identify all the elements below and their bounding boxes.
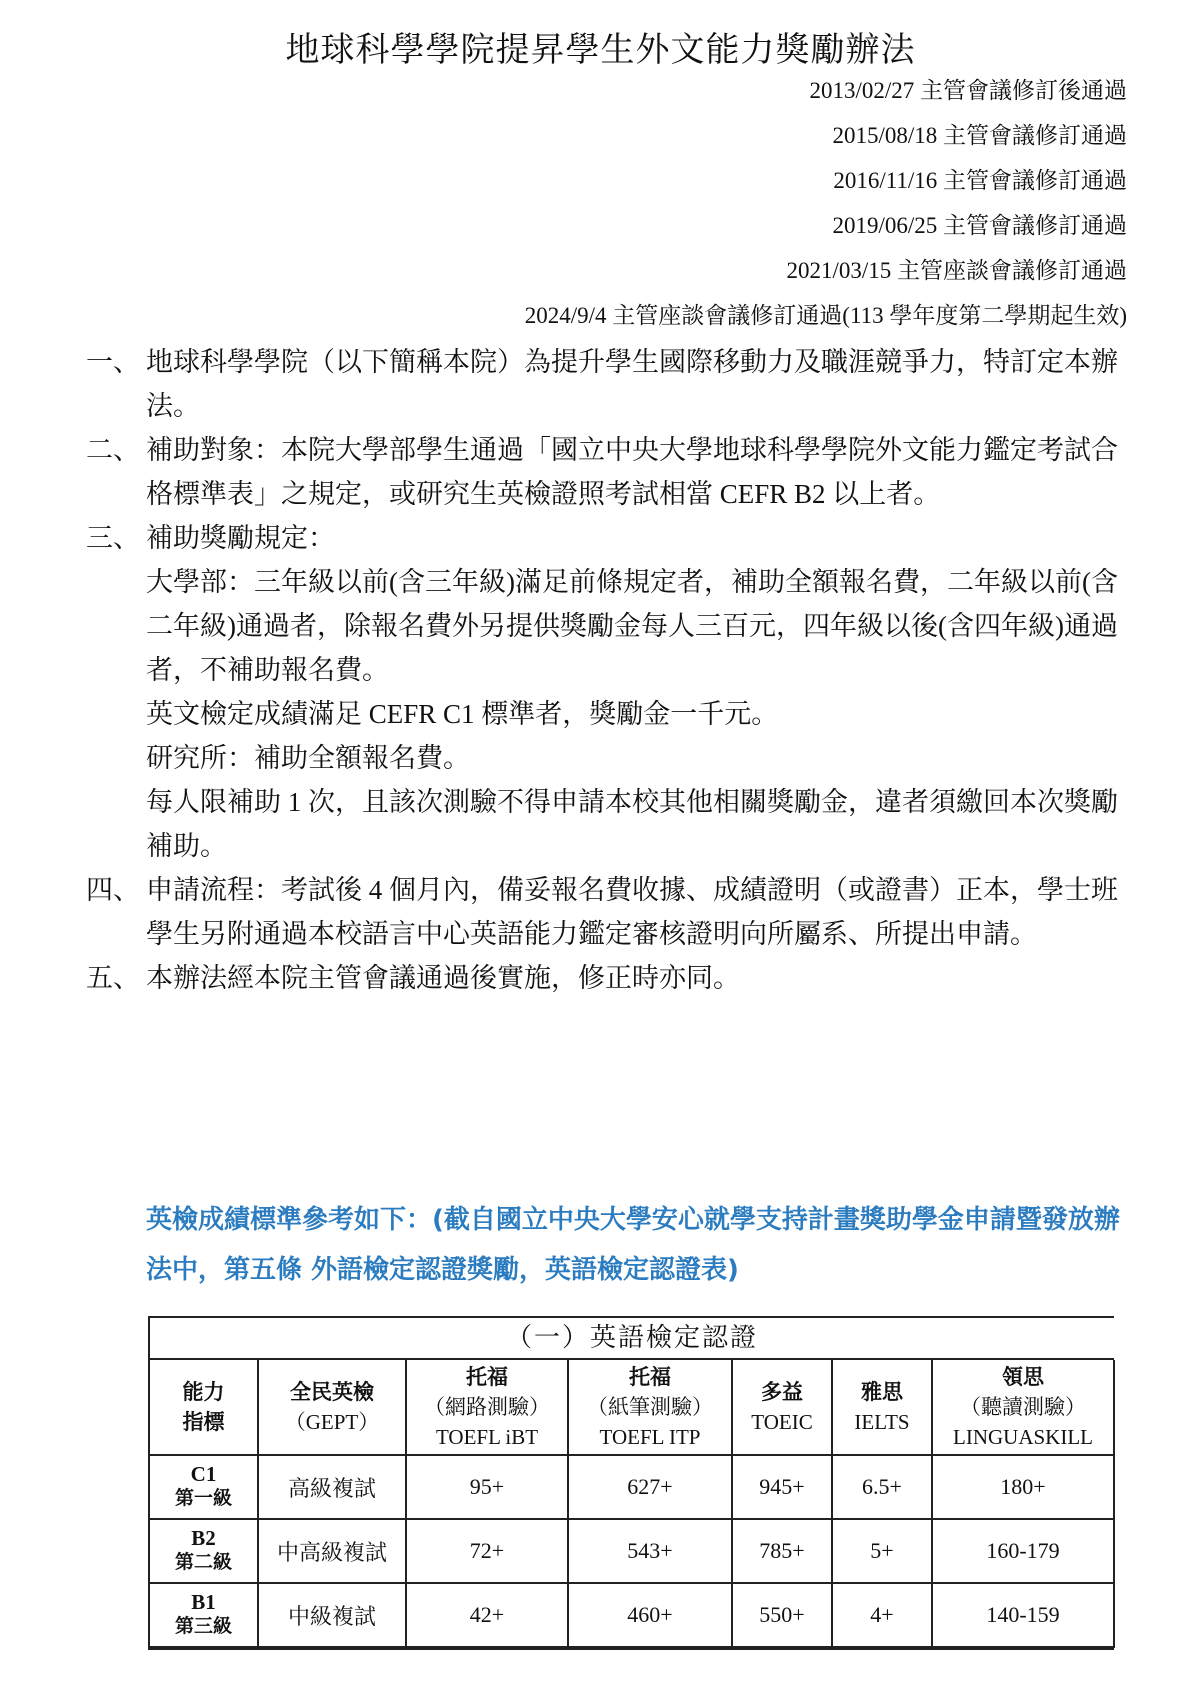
revision-line: 2019/06/25 主管會議修訂通過	[832, 213, 1127, 238]
level-cell: B2 第二級	[150, 1519, 258, 1583]
article-text: 地球科學學院（以下簡稱本院）為提升學生國際移動力及職涯競爭力，特訂定本辦法。	[146, 347, 1118, 421]
linguaskill-cell: 180+	[932, 1455, 1114, 1519]
article-number: 二、	[86, 435, 140, 465]
toefl-ibt-cell: 42+	[406, 1583, 568, 1647]
english-certification-table	[148, 1316, 1114, 1650]
toefl-itp-cell: 543+	[568, 1519, 732, 1583]
gept-cell: 中高級複試	[258, 1519, 406, 1583]
article-text: 本辦法經本院主管會議通過後實施，修正時亦同。	[146, 963, 740, 993]
article-3-graduate: 研究所：補助全額報名費。	[146, 743, 470, 773]
gept-cell: 中級複試	[258, 1583, 406, 1647]
article-2	[86, 428, 1126, 516]
article-5	[86, 956, 1126, 1000]
revision-line: 2016/11/16 主管會議修訂通過	[833, 168, 1127, 193]
article-text: 申請流程：考試後 4 個月內，備妥報名費收據、成績證明（或證書）正本，學士班學生另附通過本校語言中心英語能力鑑定審核證明向所屬系、所提出申請。	[146, 875, 1118, 949]
article-3-limit: 每人限補助 1 次，且該次測驗不得申請本校其他相關獎勵金，違者須繳回本次獎勵補助。	[146, 787, 1118, 861]
ielts-cell: 4+	[832, 1583, 932, 1647]
article-3-cefr-c1: 英文檢定成績滿足 CEFR C1 標準者，獎勵金一千元。	[146, 699, 779, 729]
reference-note: 英檢成績標準參考如下：(截自國立中央大學安心就學支持計畫獎助學金申請暨發放辦法中，第五條 外語檢定認證獎勵，英語檢定認證表)	[146, 1205, 1120, 1285]
article-number: 三、	[86, 523, 140, 553]
article-text: 補助獎勵規定：	[146, 523, 335, 553]
article-number: 一、	[86, 347, 140, 377]
toefl-ibt-cell: 95+	[406, 1455, 568, 1519]
table-row	[150, 1519, 1114, 1583]
ielts-cell: 5+	[832, 1519, 932, 1583]
ielts-cell: 6.5+	[832, 1455, 932, 1519]
article-text: 補助對象：本院大學部學生通過「國立中央大學地球科學學院外文能力鑑定考試合格標準表」之規定，或研究生英檢證照考試相當 CEFR B2 以上者。	[146, 435, 1118, 509]
article-3-undergrad: 大學部：三年級以前(含三年級)滿足前條規定者，補助全額報名費，二年級以前(含二年級)通過者，除報名費外另提供獎勵金每人三百元，四年級以後(含四年級)通過者，不補助報名費。	[146, 567, 1118, 685]
article-4	[86, 868, 1126, 956]
toeic-cell: 550+	[732, 1583, 832, 1647]
header-toefl-itp: 托福 （紙筆測驗） TOEFL ITP	[568, 1360, 732, 1455]
table-row	[150, 1455, 1114, 1519]
article-number: 四、	[86, 875, 140, 905]
toeic-cell: 945+	[732, 1455, 832, 1519]
article-1	[86, 340, 1126, 428]
header-ability-level: 能力 指標	[150, 1360, 258, 1455]
header-toefl-ibt: 托福 （網路測驗） TOEFL iBT	[406, 1360, 568, 1455]
table-caption: （一）英語檢定認證	[150, 1318, 1114, 1360]
linguaskill-cell: 140-159	[932, 1583, 1114, 1647]
gept-cell: 高級複試	[258, 1455, 406, 1519]
score-table	[150, 1360, 1115, 1648]
revision-line: 2024/9/4 主管座談會議修訂通過(113 學年度第二學期起生效)	[524, 303, 1127, 328]
header-toeic: 多益 TOEIC	[732, 1360, 832, 1455]
articles	[86, 340, 1126, 1000]
document-title: 地球科學學院提昇學生外文能力獎勵辦法	[285, 32, 916, 69]
level-cell: B1 第三級	[150, 1583, 258, 1647]
toefl-itp-cell: 460+	[568, 1583, 732, 1647]
linguaskill-cell: 160-179	[932, 1519, 1114, 1583]
article-number: 五、	[86, 963, 140, 993]
toefl-ibt-cell: 72+	[406, 1519, 568, 1583]
toeic-cell: 785+	[732, 1519, 832, 1583]
header-ielts: 雅思 IELTS	[832, 1360, 932, 1455]
table-header-row	[150, 1360, 1114, 1455]
header-linguaskill: 領思 （聽讀測驗） LINGUASKILL	[932, 1360, 1114, 1455]
table-row	[150, 1583, 1114, 1647]
revision-line: 2021/03/15 主管座談會議修訂通過	[786, 258, 1127, 283]
revision-line: 2015/08/18 主管會議修訂通過	[832, 123, 1127, 148]
revision-line: 2013/02/27 主管會議修訂後通過	[809, 78, 1127, 103]
level-cell: C1 第一級	[150, 1455, 258, 1519]
revision-history	[327, 68, 1127, 338]
toefl-itp-cell: 627+	[568, 1455, 732, 1519]
header-gept: 全民英檢 （GEPT）	[258, 1360, 406, 1455]
article-3	[86, 516, 1126, 560]
